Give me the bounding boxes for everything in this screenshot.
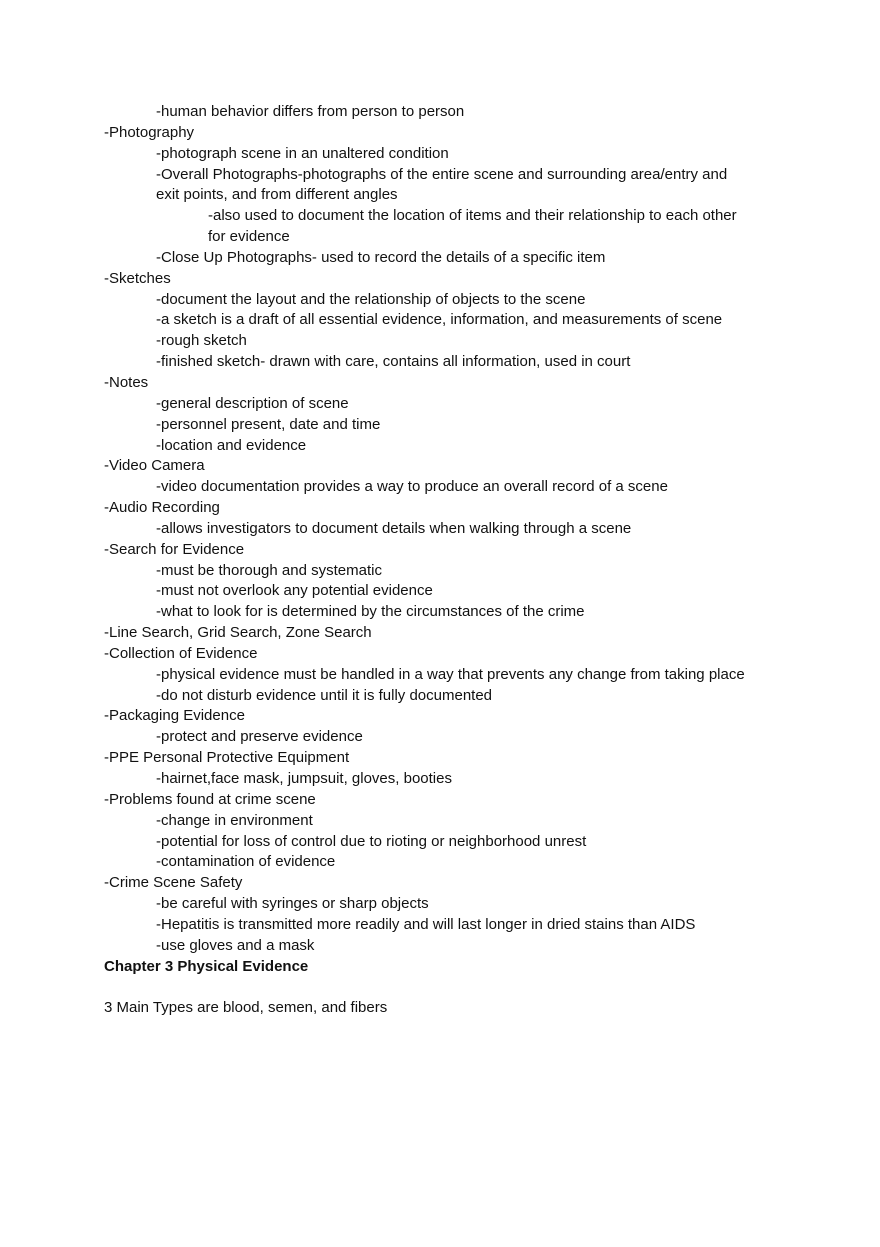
section-heading-sketches: -Sketches (104, 269, 171, 287)
blank-line (104, 977, 794, 998)
note-line: -contamination of evidence (156, 853, 336, 871)
section-heading-packaging-evidence: -Packaging Evidence (104, 707, 245, 725)
note-line: -change in environment (156, 811, 313, 829)
notes-content (104, 102, 794, 1019)
section-heading-photography: -Photography (104, 123, 195, 141)
chapter-heading: Chapter 3 Physical Evidence (104, 957, 309, 975)
note-line: -must be thorough and systematic (156, 561, 382, 579)
section-heading-problems: -Problems found at crime scene (104, 790, 316, 808)
section-heading-collection-of-evidence: -Collection of Evidence (104, 644, 258, 662)
note-line: -personnel present, date and time (156, 415, 381, 433)
note-line: -general description of scene (156, 394, 349, 412)
note-line: -location and evidence (156, 436, 307, 454)
note-line: -human behavior differs from person to person (156, 103, 465, 120)
note-line-continuation: exit points, and from different angles (156, 186, 398, 204)
note-line: -must not overlook any potential evidence (156, 582, 433, 600)
section-heading-video-camera: -Video Camera (104, 457, 205, 475)
note-line: -Overall Photographs-photographs of the entire scene and surrounding area/entry and (156, 165, 728, 183)
note-line: -rough sketch (156, 332, 247, 350)
note-line: -photograph scene in an unaltered condition (156, 144, 449, 162)
note-line: -do not disturb evidence until it is fully documented (156, 686, 493, 704)
note-line: -allows investigators to document details when walking through a scene (156, 519, 632, 537)
note-line: -document the layout and the relationship of objects to the scene (156, 290, 586, 308)
summary-line: 3 Main Types are blood, semen, and fibers (104, 999, 388, 1017)
note-line: -what to look for is determined by the circumstances of the crime (156, 603, 585, 621)
note-line: -protect and preserve evidence (156, 728, 363, 746)
note-line: -physical evidence must be handled in a way that prevents any change from taking place (156, 665, 745, 683)
section-heading-ppe: -PPE Personal Protective Equipment (104, 749, 350, 767)
sub-note-line: -also used to document the location of items and their relationship to each other (208, 207, 737, 225)
note-line: -Hepatitis is transmitted more readily and will last longer in dried stains than AIDS (156, 915, 696, 933)
sub-note-line-continuation: for evidence (208, 228, 290, 246)
note-line: -be careful with syringes or sharp objects (156, 895, 429, 913)
note-line: -potential for loss of control due to rioting or neighborhood unrest (156, 832, 587, 850)
section-heading-crime-scene-safety: -Crime Scene Safety (104, 874, 243, 892)
section-heading-notes: -Notes (104, 373, 149, 391)
note-line: -use gloves and a mask (156, 936, 315, 954)
section-heading-audio-recording: -Audio Recording (104, 499, 220, 517)
section-heading-search-methods: -Line Search, Grid Search, Zone Search (104, 624, 372, 642)
note-line: -Close Up Photographs- used to record the details of a specific item (156, 248, 606, 266)
note-line: -hairnet,face mask, jumpsuit, gloves, booties (156, 770, 452, 787)
note-line: -finished sketch- drawn with care, contains all information, used in court (156, 353, 631, 371)
note-line: -a sketch is a draft of all essential evidence, information, and measurements of scene (156, 311, 723, 329)
note-line: -video documentation provides a way to produce an overall record of a scene (156, 478, 668, 496)
section-heading-search-for-evidence: -Search for Evidence (104, 540, 245, 558)
